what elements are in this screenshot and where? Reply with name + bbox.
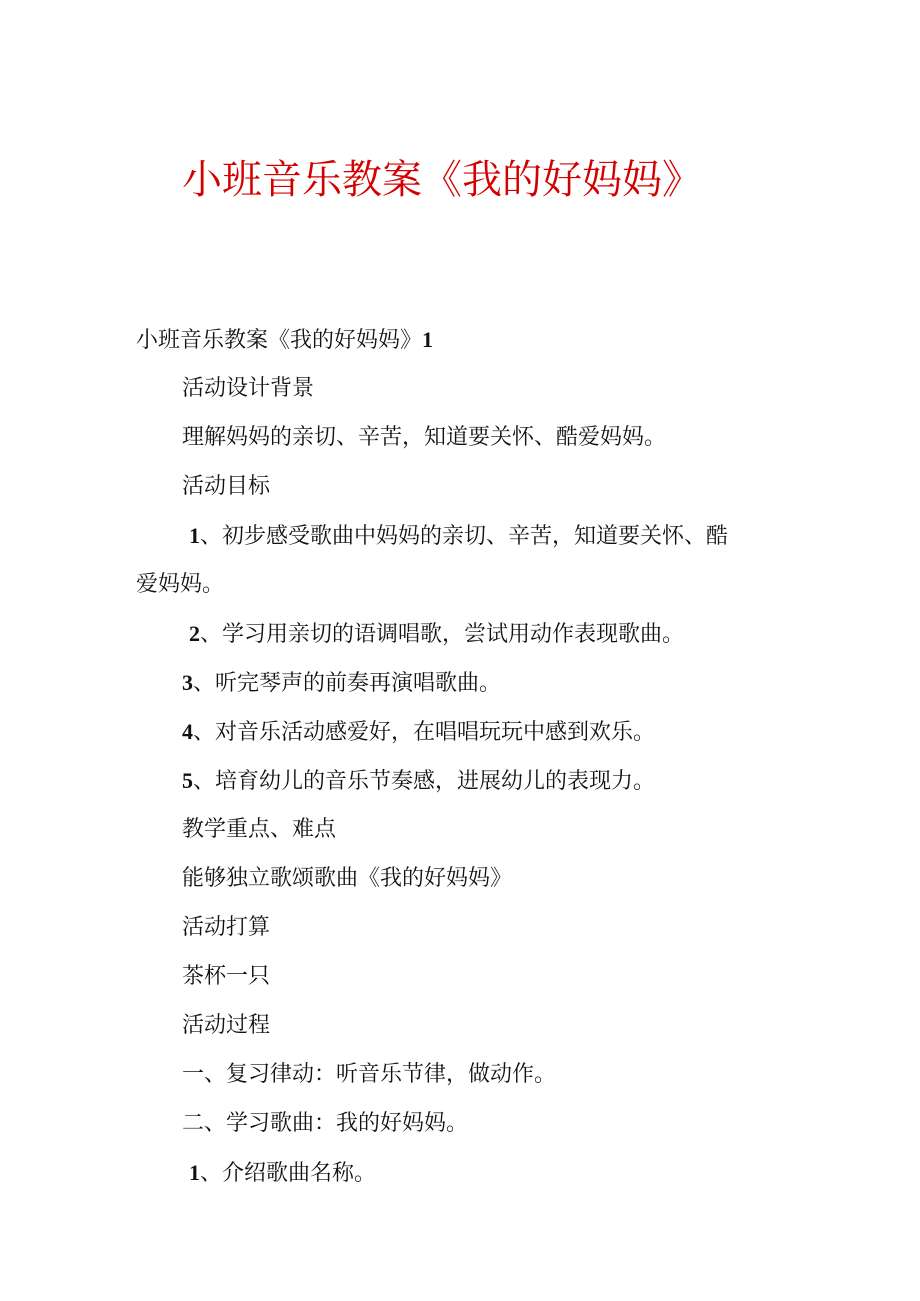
- preparation-heading: 活动打算: [182, 915, 271, 940]
- goal-item: [189, 520, 728, 553]
- goal-text: 、学习用亲切的语调唱歌，尝试用动作表现歌曲。: [200, 622, 685, 647]
- process-step: [189, 1157, 376, 1190]
- preparation-text: 茶杯一只: [182, 964, 271, 989]
- goal-item-continuation: 爱妈妈。: [136, 572, 225, 597]
- goal-number: 2: [189, 621, 200, 646]
- goal-item: [189, 618, 684, 651]
- step-text: 、介绍歌曲名称。: [200, 1161, 377, 1186]
- goals-heading: 活动目标: [182, 474, 271, 499]
- key-points-text: 能够独立歌颂歌曲《我的好妈妈》: [182, 866, 513, 891]
- goal-text: 、培育幼儿的音乐节奏感，进展幼儿的表现力。: [193, 769, 656, 794]
- process-item: 二、学习歌曲：我的好妈妈。: [182, 1111, 469, 1136]
- section-subtitle: [136, 324, 433, 357]
- process-item: 一、复习律动：听音乐节律，做动作。: [182, 1062, 557, 1087]
- step-number: 1: [189, 1160, 200, 1185]
- background-heading: 活动设计背景: [182, 376, 315, 401]
- goal-number: 5: [182, 768, 193, 793]
- goal-item: [182, 765, 655, 798]
- goal-number: 3: [182, 670, 193, 695]
- goal-text: 、初步感受歌曲中妈妈的亲切、辛苦，知道要关怀、酷: [200, 524, 729, 549]
- goal-item: [182, 716, 655, 749]
- subtitle-number: 1: [422, 327, 434, 352]
- process-heading: 活动过程: [182, 1013, 271, 1038]
- background-text: 理解妈妈的亲切、辛苦，知道要关怀、酷爱妈妈。: [182, 425, 667, 450]
- goal-number: 1: [189, 523, 200, 548]
- goal-number: 4: [182, 719, 193, 744]
- subtitle-text: 小班音乐教案《我的好妈妈》: [136, 328, 423, 353]
- goal-text: 、对音乐活动感爱好，在唱唱玩玩中感到欢乐。: [193, 720, 656, 745]
- goal-text: 、听完琴声的前奏再演唱歌曲。: [193, 671, 502, 696]
- goal-item: [182, 667, 501, 700]
- key-points-heading: 教学重点、难点: [182, 817, 337, 842]
- document-title: 小班音乐教案《我的好妈妈》: [182, 157, 702, 203]
